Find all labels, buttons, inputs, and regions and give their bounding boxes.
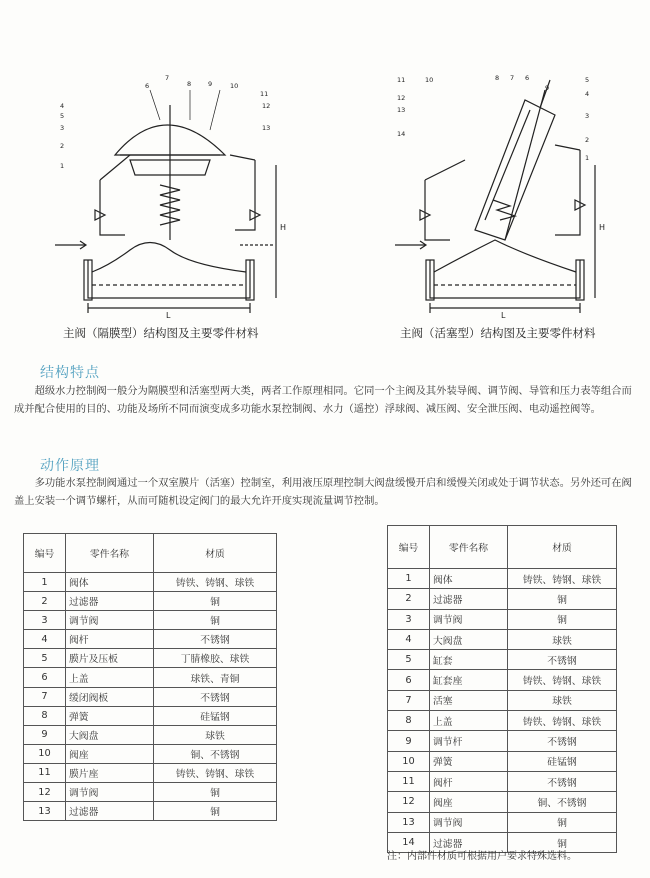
table-cell: 铜 (154, 783, 277, 802)
table-row (388, 589, 617, 609)
table-cell: 13 (388, 812, 430, 832)
table-cell: 铸铁、铸钢、球铁 (508, 670, 617, 690)
table-cell: 11 (388, 771, 430, 791)
table-row (24, 763, 277, 782)
table-cell: 大阀盘 (430, 629, 508, 649)
table-row (388, 650, 617, 670)
table-cell: 铜 (154, 592, 277, 611)
table-cell: 12 (24, 783, 66, 802)
piston-valve-diagram (385, 60, 610, 325)
diagram1-callout: 13 (262, 124, 271, 132)
table-row (388, 629, 617, 649)
diagram2-dim-h: H (599, 223, 606, 232)
diagram1-callout: 3 (60, 124, 65, 132)
structure-section-text: 超级水力控制阀一般分为隔膜型和活塞型两大类，两者工作原理相同。它同一个主阀及其外装导阀、调节阀、导管和压力表等组合而成并配合使用的目的、功能及场所不同而演变成多功能水泵控制阀、水力（遥控）浮球阀、减压阀、安全泄压阀、电动遥控阀等。 (14, 385, 632, 415)
diagram2-callout: 2 (585, 136, 590, 144)
table-cell: 活塞 (430, 690, 508, 710)
table-cell: 12 (388, 792, 430, 812)
table-cell: 膜片及压板 (66, 649, 154, 668)
table-header-cell: 零件名称 (430, 526, 508, 569)
piston-diagram-caption: 主阀（活塞型）结构图及主要零件材料 (400, 326, 596, 340)
table-cell: 13 (24, 802, 66, 821)
table-row (24, 725, 277, 744)
diagram2-callout: 14 (397, 130, 406, 138)
table-cell: 1 (24, 573, 66, 592)
diagram2-callout: 5 (585, 76, 590, 84)
table-cell: 铸铁、铸钢、球铁 (154, 573, 277, 592)
table-row (24, 573, 277, 592)
table-cell: 调节阀 (66, 611, 154, 630)
table-cell: 14 (388, 832, 430, 852)
table-cell: 9 (24, 725, 66, 744)
table-cell: 上盖 (66, 668, 154, 687)
diagram1-callout: 6 (145, 82, 150, 90)
table-header-cell: 材质 (154, 534, 277, 573)
table-cell: 阀体 (430, 569, 508, 589)
diagram2-callout: 3 (585, 112, 590, 120)
table-cell: 8 (388, 711, 430, 731)
table-row (24, 611, 277, 630)
table-row (24, 592, 277, 611)
table-cell: 大阀盘 (66, 725, 154, 744)
table-row (24, 630, 277, 649)
table-cell: 10 (24, 744, 66, 763)
table-cell: 球铁、青铜 (154, 668, 277, 687)
table-row (388, 751, 617, 771)
materials-note: 注：内部件材质可根据用户要求特殊选料。 (387, 851, 577, 862)
table-cell: 硅锰钢 (508, 751, 617, 771)
table-cell: 缓闭阀板 (66, 687, 154, 706)
table-cell: 1 (388, 569, 430, 589)
table-cell: 5 (24, 649, 66, 668)
diagram1-callout: 7 (165, 74, 170, 82)
diagram2-callout: 11 (397, 76, 406, 84)
diagram2-callout: 1 (585, 154, 590, 162)
table-cell: 调节阀 (66, 783, 154, 802)
diagram1-dim-h: H (280, 223, 287, 232)
table-row (388, 792, 617, 812)
table-row (388, 670, 617, 690)
table-cell: 过滤器 (430, 589, 508, 609)
diagram2-callout: 10 (425, 76, 434, 84)
table-cell: 4 (388, 629, 430, 649)
diaphragm-valve-diagram (40, 60, 290, 325)
table-row (24, 783, 277, 802)
table-cell: 铜、不锈钢 (508, 792, 617, 812)
table-cell: 球铁 (154, 725, 277, 744)
table-row (388, 609, 617, 629)
diagram1-callout: 1 (60, 162, 65, 170)
table-cell: 铸铁、铸钢、球铁 (154, 763, 277, 782)
diagram2-callout: 4 (585, 90, 590, 98)
table-cell: 2 (24, 592, 66, 611)
table-row (24, 744, 277, 763)
table-row (388, 812, 617, 832)
structure-section-title: 结构特点 (40, 365, 100, 381)
table-cell: 9 (388, 731, 430, 751)
table-cell: 过滤器 (66, 592, 154, 611)
table-cell: 铜 (508, 609, 617, 629)
table-row (24, 706, 277, 725)
table-cell: 8 (24, 706, 66, 725)
table-cell: 不锈钢 (508, 771, 617, 791)
piston-parts-table (387, 525, 617, 853)
table-header-cell: 零件名称 (66, 534, 154, 573)
table-cell: 铜、不锈钢 (154, 744, 277, 763)
table-cell: 丁腈橡胶、球铁 (154, 649, 277, 668)
diagram2-callout: 9 (545, 84, 550, 92)
table-cell: 膜片座 (66, 763, 154, 782)
table-cell: 不锈钢 (154, 687, 277, 706)
table-cell: 阀杆 (66, 630, 154, 649)
principle-section-title: 动作原理 (40, 458, 100, 474)
table-cell: 不锈钢 (508, 650, 617, 670)
diagram1-dim-l: L (166, 311, 171, 320)
table-cell: 弹簧 (430, 751, 508, 771)
table-cell: 球铁 (508, 629, 617, 649)
table-cell: 11 (24, 763, 66, 782)
diagram1-callout: 12 (262, 102, 271, 110)
table-cell: 阀体 (66, 573, 154, 592)
diagram2-callout: 7 (510, 74, 515, 82)
principle-section-text: 多功能水泵控制阀通过一个双室膜片（活塞）控制室，利用液压原理控制大阀盘缓慢开启和缓慢关闭或处于调节状态。另外还可在阀盖上安装一个调节螺杆，从而可随机设定阀门的最大允许开度实现流量调节控制。 (14, 477, 632, 507)
table-cell: 不锈钢 (508, 731, 617, 751)
table-row (24, 668, 277, 687)
table-cell: 5 (388, 650, 430, 670)
table-row (388, 690, 617, 710)
table-cell: 铜 (508, 589, 617, 609)
diagram1-callout: 4 (60, 102, 65, 110)
table-cell: 过滤器 (430, 832, 508, 852)
table-cell: 铸铁、铸钢、球铁 (508, 711, 617, 731)
table-row (24, 687, 277, 706)
table-row (24, 649, 277, 668)
table-cell: 2 (388, 589, 430, 609)
table-header-cell: 编号 (388, 526, 430, 569)
table-cell: 缸套座 (430, 670, 508, 690)
table-cell: 球铁 (508, 690, 617, 710)
table-cell: 调节阀 (430, 812, 508, 832)
table-cell: 不锈钢 (154, 630, 277, 649)
diagram1-callout: 10 (230, 82, 239, 90)
table-cell: 铜 (508, 832, 617, 852)
table-header-row (388, 526, 617, 569)
table-cell: 3 (24, 611, 66, 630)
table-cell: 阀座 (430, 792, 508, 812)
table-cell: 调节阀 (430, 609, 508, 629)
table-row (388, 731, 617, 751)
table-cell: 硅锰钢 (154, 706, 277, 725)
diagram2-callout: 13 (397, 106, 406, 114)
diagram2-callout: 12 (397, 94, 406, 102)
table-header-cell: 编号 (24, 534, 66, 573)
table-cell: 上盖 (430, 711, 508, 731)
diagram1-callout: 2 (60, 142, 65, 150)
diagram1-callout: 5 (60, 112, 65, 120)
table-cell: 6 (388, 670, 430, 690)
diaphragm-parts-table (23, 533, 277, 821)
table-cell: 调节杆 (430, 731, 508, 751)
table-cell: 铜 (154, 802, 277, 821)
table-cell: 6 (24, 668, 66, 687)
diagram1-callout: 9 (208, 80, 213, 88)
diaphragm-diagram-caption: 主阀（隔膜型）结构图及主要零件材料 (63, 326, 259, 340)
table-cell: 铜 (154, 611, 277, 630)
table-cell: 弹簧 (66, 706, 154, 725)
table-cell: 铜 (508, 812, 617, 832)
diagram1-callout: 11 (260, 90, 269, 98)
table-cell: 3 (388, 609, 430, 629)
diagram2-dim-l: L (501, 311, 506, 320)
diagram2-callout: 8 (495, 74, 500, 82)
table-cell: 阀杆 (430, 771, 508, 791)
table-cell: 4 (24, 630, 66, 649)
table-cell: 10 (388, 751, 430, 771)
diagram1-callout: 8 (187, 80, 192, 88)
table-cell: 过滤器 (66, 802, 154, 821)
table-row (388, 711, 617, 731)
table-header-row (24, 534, 277, 573)
table-row (24, 802, 277, 821)
table-header-cell: 材质 (508, 526, 617, 569)
table-cell: 铸铁、铸钢、球铁 (508, 569, 617, 589)
table-cell: 缸套 (430, 650, 508, 670)
table-cell: 7 (388, 690, 430, 710)
table-row (388, 569, 617, 589)
table-cell: 7 (24, 687, 66, 706)
table-row (388, 771, 617, 791)
diagram2-callout: 6 (525, 74, 530, 82)
table-cell: 阀座 (66, 744, 154, 763)
